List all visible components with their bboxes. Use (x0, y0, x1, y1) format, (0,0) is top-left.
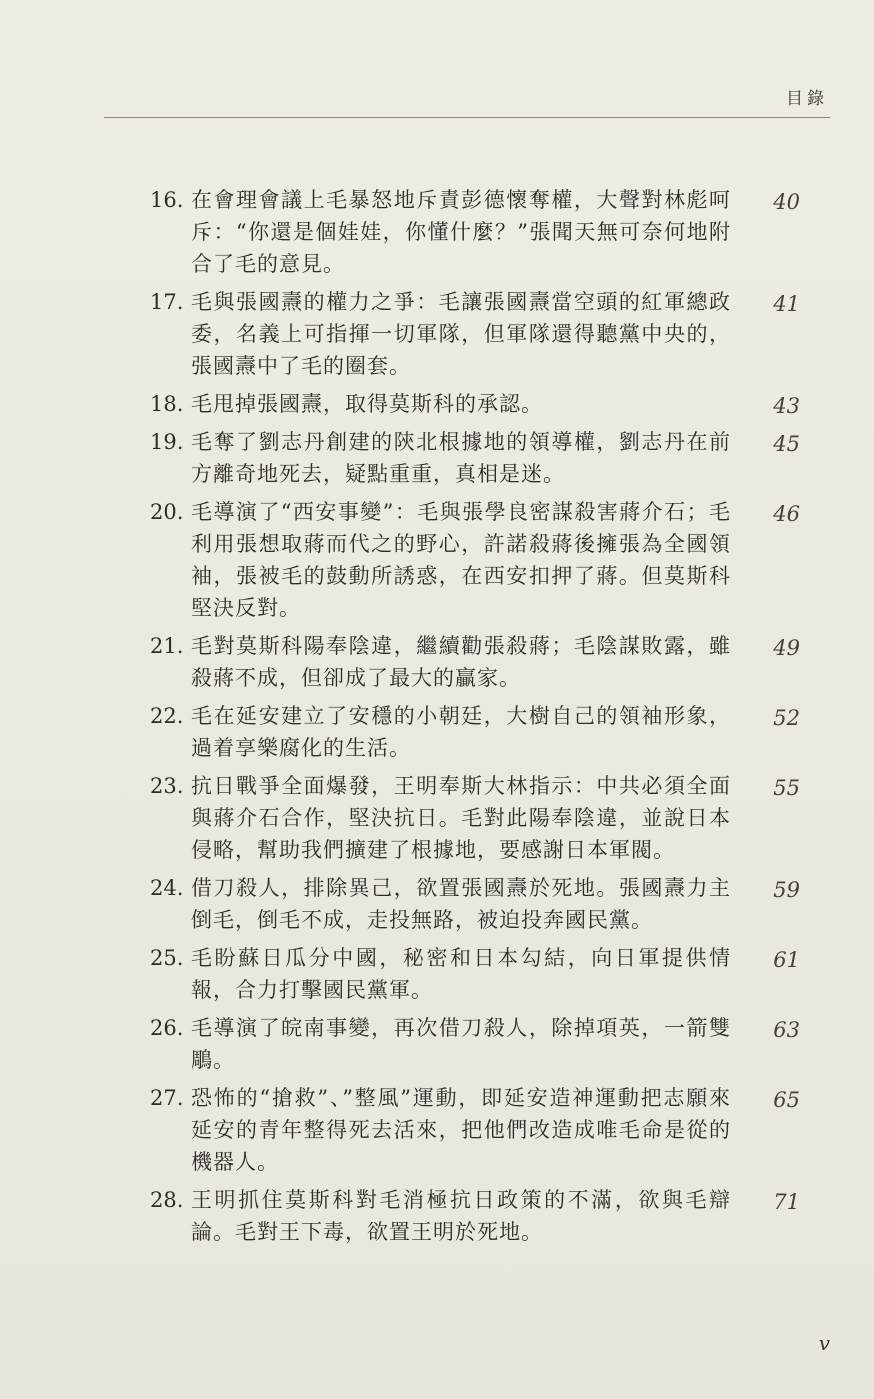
toc-entry (150, 496, 800, 624)
toc-entry-number: 26. (150, 1016, 184, 1040)
toc-entry-page: 61 (773, 948, 800, 972)
toc-entry-text: 毛對莫斯科陽奉陰違，繼續勸張殺蔣；毛陰謀敗露，雖殺蔣不成，但卻成了最大的贏家。 (191, 634, 731, 690)
toc-entry-page: 55 (773, 776, 800, 800)
toc-entry-text: 借刀殺人，排除異己，欲置張國燾於死地。張國燾力主倒毛，倒毛不成，走投無路，被迫投奔國民黨。 (191, 876, 731, 932)
toc-entry (150, 1082, 800, 1178)
table-of-contents (150, 184, 800, 1254)
toc-entry-number: 17. (150, 290, 184, 314)
toc-entry-text: 毛導演了皖南事變，再次借刀殺人，除掉項英，一箭雙鵰。 (191, 1016, 731, 1072)
toc-entry-text: 王明抓住莫斯科對毛消極抗日政策的不滿，欲與毛辯論。毛對王下毒，欲置王明於死地。 (191, 1188, 731, 1244)
toc-entry-number: 16. (150, 188, 184, 212)
toc-entry-page: 71 (773, 1190, 800, 1214)
header-rule (104, 117, 830, 118)
toc-entry-number: 18. (150, 392, 184, 416)
toc-entry (150, 872, 800, 936)
toc-entry-number: 21. (150, 634, 184, 658)
toc-entry-text: 抗日戰爭全面爆發，王明奉斯大林指示：中共必須全面與蔣介石合作，堅決抗日。毛對此陽奉陰違，並說日本侵略，幫助我們擴建了根據地，要感謝日本軍閥。 (191, 774, 731, 862)
toc-entry-page: 45 (773, 432, 800, 456)
toc-entry-page: 40 (773, 190, 800, 214)
toc-entry-page: 65 (773, 1088, 800, 1112)
toc-entry-page: 59 (773, 878, 800, 902)
toc-entry-text: 毛奪了劉志丹創建的陝北根據地的領導權，劉志丹在前方離奇地死去，疑點重重，真相是迷。 (191, 430, 731, 486)
toc-entry (150, 630, 800, 694)
toc-entry (150, 388, 800, 420)
toc-entry-number: 20. (150, 500, 184, 524)
toc-entry (150, 426, 800, 490)
toc-entry-page: 52 (773, 706, 800, 730)
toc-entry-page: 41 (773, 292, 800, 316)
toc-entry (150, 286, 800, 382)
toc-entry-page: 63 (773, 1018, 800, 1042)
toc-entry-number: 19. (150, 430, 184, 454)
toc-entry-number: 23. (150, 774, 184, 798)
toc-entry-text: 毛與張國燾的權力之爭：毛讓張國燾當空頭的紅軍總政委，名義上可指揮一切軍隊，但軍隊還得聽黨中央的，張國燾中了毛的圈套。 (191, 290, 731, 378)
toc-entry (150, 1184, 800, 1248)
toc-entry-number: 24. (150, 876, 184, 900)
toc-entry-number: 27. (150, 1086, 184, 1110)
toc-entry-text: 毛導演了“西安事變”：毛與張學良密謀殺害蔣介石；毛利用張想取蔣而代之的野心，許諾殺蔣後擁張為全國領袖，張被毛的鼓動所誘惑，在西安扣押了蔣。但莫斯科堅決反對。 (191, 500, 731, 620)
toc-entry-text: 毛甩掉張國燾，取得莫斯科的承認。 (191, 392, 543, 416)
toc-entry-page: 46 (773, 502, 800, 526)
toc-entry-page: 49 (773, 636, 800, 660)
toc-entry (150, 1012, 800, 1076)
toc-entry (150, 942, 800, 1006)
toc-entry-text: 在會理會議上毛暴怒地斥責彭德懷奪權，大聲對林彪呵斥：“你還是個娃娃，你懂什麼？”張聞天無可奈何地附合了毛的意見。 (191, 188, 731, 276)
toc-entry-page: 43 (773, 394, 800, 418)
toc-entry-text: 毛在延安建立了安穩的小朝廷，大樹自己的領袖形象，過着享樂腐化的生活。 (191, 704, 731, 760)
toc-entry (150, 770, 800, 866)
toc-entry-text: 毛盼蘇日瓜分中國，秘密和日本勾結，向日軍提供情報，合力打擊國民黨軍。 (191, 946, 731, 1002)
page-folio: v (818, 1331, 830, 1355)
toc-entry-text: 恐怖的“搶救”、”整風”運動，即延安造神運動把志願來延安的青年整得死去活來，把他們改造成唯毛命是從的機器人。 (191, 1086, 731, 1174)
toc-entry-number: 28. (150, 1188, 184, 1212)
toc-entry (150, 184, 800, 280)
running-head-title: 目錄 (786, 89, 828, 109)
toc-entry-number: 25. (150, 946, 184, 970)
toc-entry-number: 22. (150, 704, 184, 728)
toc-entry (150, 700, 800, 764)
